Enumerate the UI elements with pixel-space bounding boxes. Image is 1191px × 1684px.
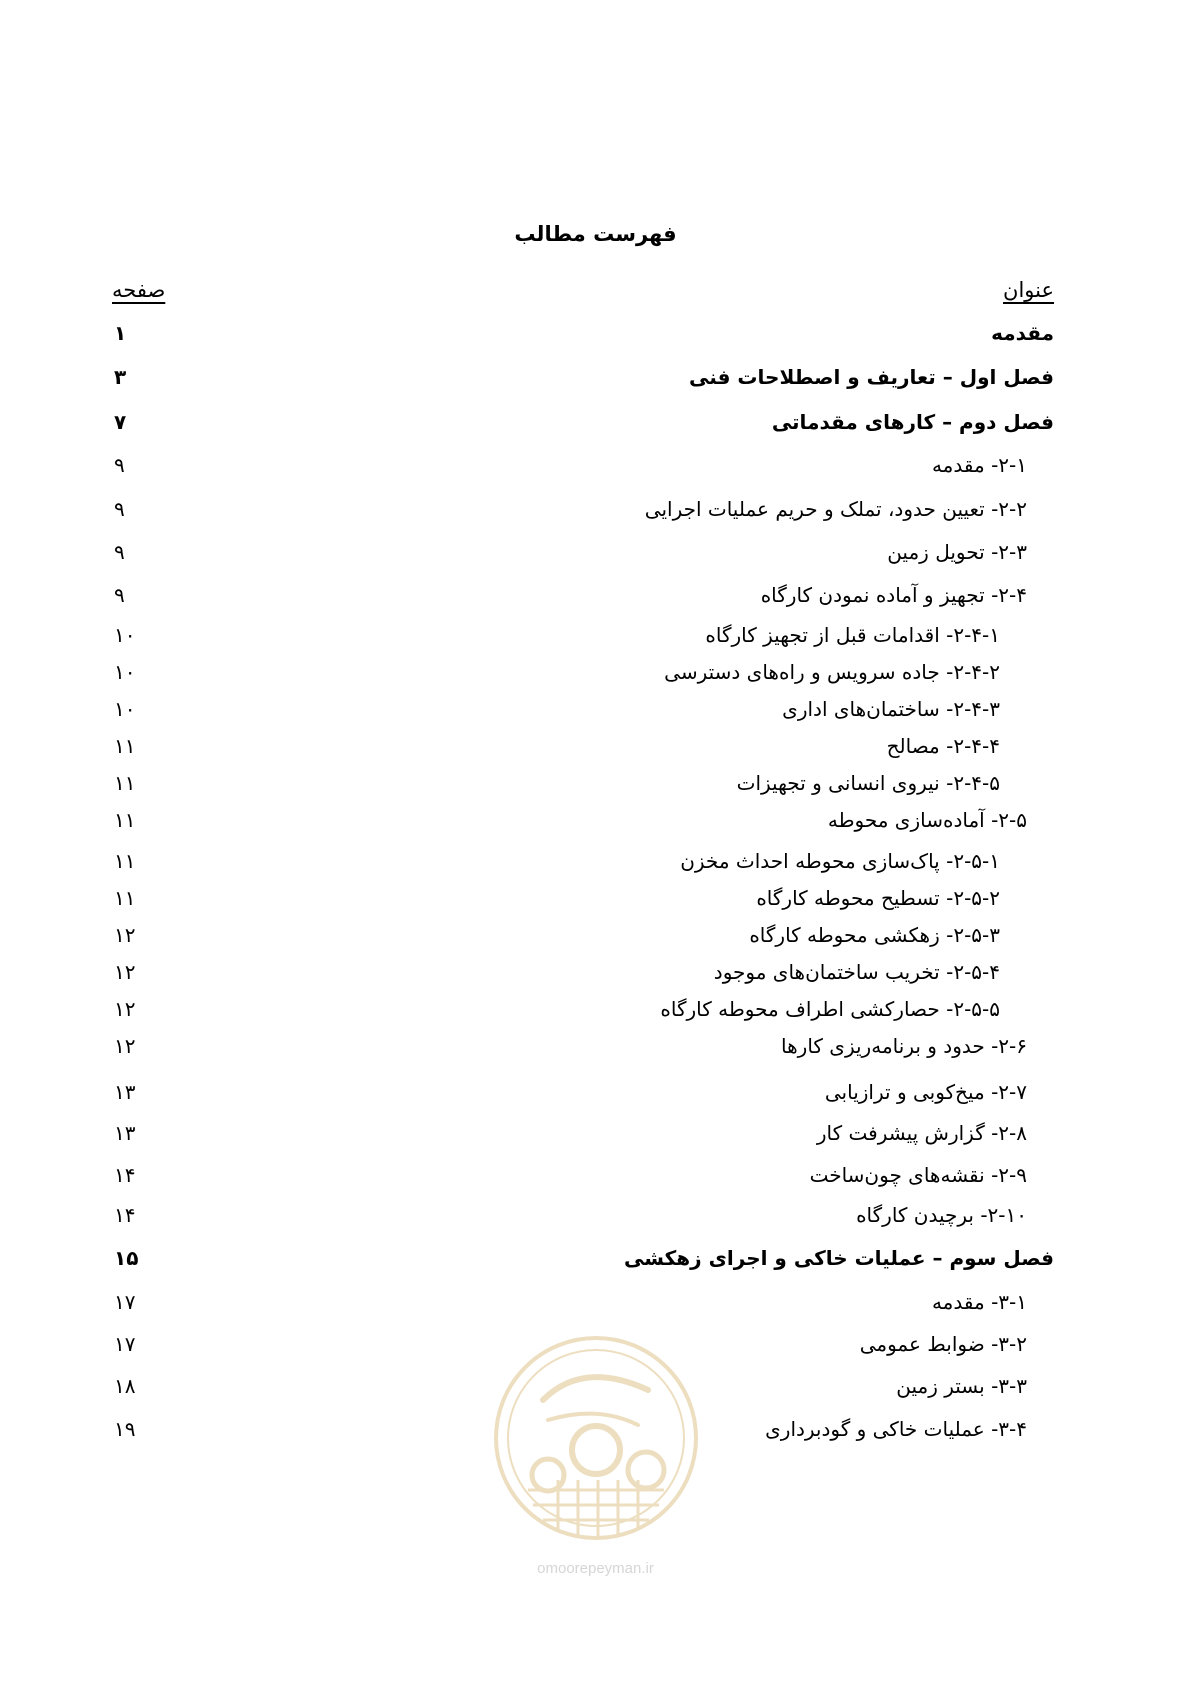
toc-entry xyxy=(112,537,1054,567)
toc-entry xyxy=(112,731,1054,761)
toc-entry-page-number: ۱۳ xyxy=(114,1121,136,1145)
toc-entry-page-number: ۹ xyxy=(114,453,125,477)
column-header-page: صفحه xyxy=(112,278,166,302)
toc-entry-page-number: ۱۳ xyxy=(114,1080,136,1104)
toc-entry-page-number: ۱۱ xyxy=(114,886,136,910)
toc-entry-title: ۲-۶- حدود و برنامه‌ریزی کارها xyxy=(781,1034,1027,1058)
toc-entry-page-number: ۱۰ xyxy=(114,660,136,684)
toc-entry xyxy=(112,657,1054,687)
toc-entry-page-number: ۱۲ xyxy=(114,960,136,984)
toc-entry-page-number: ۱۷ xyxy=(114,1290,136,1314)
toc-entry xyxy=(112,1160,1054,1190)
toc-entry xyxy=(112,1077,1054,1107)
watermark-logo xyxy=(488,1330,704,1546)
toc-entry-page-number: ۱۱ xyxy=(114,734,136,758)
toc-entry-page-number: ۱۱ xyxy=(114,771,136,795)
toc-entry-title: ۲-۵-۱- پاک‌سازی محوطه احداث مخزن xyxy=(680,849,1000,873)
toc-entry xyxy=(112,407,1054,437)
toc-entry-title: فصل دوم – کارهای مقدماتی xyxy=(771,410,1054,434)
toc-entry-title: ۲-۴-۳- ساختمان‌های اداری xyxy=(782,697,1000,721)
toc-entry-title: ۲-۴-۲- جاده سرویس و راه‌های دسترسی xyxy=(664,660,1000,684)
toc-entry-title: ۲-۴-۴- مصالح xyxy=(886,734,1000,758)
toc-entry-page-number: ۱۹ xyxy=(114,1417,136,1441)
toc-entry-page-number: ۹ xyxy=(114,540,125,564)
toc-entry-page-number: ۱۲ xyxy=(114,997,136,1021)
toc-entry-page-number: ۱۰ xyxy=(114,623,136,647)
toc-entry-title: مقدمه xyxy=(991,321,1054,345)
toc-entry xyxy=(112,1243,1054,1273)
toc-entry xyxy=(112,580,1054,610)
toc-entry-title: فصل سوم – عملیات خاکی و اجرای زهکشی xyxy=(624,1246,1054,1270)
toc-entry-title: ۲-۵- آماده‌سازی محوطه xyxy=(827,808,1027,832)
toc-entry-title: ۲-۴-۱- اقدامات قبل از تجهیز کارگاه xyxy=(705,623,1000,647)
toc-entry-page-number: ۱۴ xyxy=(114,1203,136,1227)
toc-entry xyxy=(112,1287,1054,1317)
toc-entry xyxy=(112,805,1054,835)
toc-entry-page-number: ۳ xyxy=(114,365,127,389)
toc-entry xyxy=(112,1200,1054,1230)
toc-entry-title: ۲-۱۰- برچیدن کارگاه xyxy=(856,1203,1027,1227)
toc-entry-title: ۲-۳- تحویل زمین xyxy=(887,540,1027,564)
toc-entry-title: ۳-۴- عملیات خاکی و گودبرداری xyxy=(765,1417,1027,1441)
toc-entry-page-number: ۱۴ xyxy=(114,1163,136,1187)
toc-entry-title: ۲-۵-۳- زهکشی محوطه کارگاه xyxy=(749,923,1000,947)
toc-entry-title: ۲-۴- تجهیز و آماده نمودن کارگاه xyxy=(760,583,1027,607)
toc-entry-title: فصل اول – تعاریف و اصطلاحات فنی xyxy=(688,365,1054,389)
toc-entry-title: ۲-۷- میخ‌کوبی و ترازیابی xyxy=(824,1080,1027,1104)
toc-entry-title: ۲-۸- گزارش پیشرفت کار xyxy=(816,1121,1027,1145)
toc-entry-title: ۲-۲- تعیین حدود، تملک و حریم عملیات اجرایی xyxy=(644,497,1027,521)
toc-entry-page-number: ۹ xyxy=(114,583,125,607)
toc-entry-title: ۳-۱- مقدمه xyxy=(931,1290,1027,1314)
toc-entry-page-number: ۱۰ xyxy=(114,697,136,721)
toc-entry-page-number: ۱۱ xyxy=(114,849,136,873)
toc-entry xyxy=(112,883,1054,913)
toc-entry-title: ۲-۹- نقشه‌های چون‌ساخت xyxy=(809,1163,1027,1187)
toc-entry xyxy=(112,957,1054,987)
toc-entry-title: ۳-۲- ضوابط عمومی xyxy=(859,1332,1027,1356)
toc-entry xyxy=(112,450,1054,480)
toc-entry xyxy=(112,846,1054,876)
toc-entry-page-number: ۹ xyxy=(114,497,125,521)
toc-entry xyxy=(112,494,1054,524)
toc-entry xyxy=(112,362,1054,392)
toc-entry xyxy=(112,620,1054,650)
toc-entry xyxy=(112,694,1054,724)
toc-entry-page-number: ۱۱ xyxy=(114,808,136,832)
toc-entry xyxy=(112,920,1054,950)
toc-entry-title: ۳-۳- بستر زمین xyxy=(896,1374,1027,1398)
toc-entry xyxy=(112,318,1054,348)
toc-entry-page-number: ۱ xyxy=(114,321,127,345)
toc-entry xyxy=(112,768,1054,798)
toc-entry-page-number: ۱۷ xyxy=(114,1332,136,1356)
toc-entry-title: ۲-۵-۵- حصارکشی اطراف محوطه کارگاه xyxy=(660,997,1000,1021)
column-header-title: عنوان xyxy=(1003,278,1054,302)
toc-entry-page-number: ۷ xyxy=(114,410,127,434)
toc-entry-page-number: ۱۲ xyxy=(114,923,136,947)
toc-entry-title: ۲-۵-۴- تخریب ساختمان‌های موجود xyxy=(713,960,1000,984)
toc-entry-title: ۲-۵-۲- تسطیح محوطه کارگاه xyxy=(756,886,1000,910)
toc-entry xyxy=(112,994,1054,1024)
watermark-url: omoorepeyman.ir xyxy=(537,1560,654,1577)
toc-entry-title: ۲-۱- مقدمه xyxy=(931,453,1027,477)
toc-entry xyxy=(112,1031,1054,1061)
toc-entry-title: ۲-۴-۵- نیروی انسانی و تجهیزات xyxy=(736,771,1000,795)
toc-entry-page-number: ۱۸ xyxy=(114,1374,136,1398)
page-title: فهرست مطالب xyxy=(514,222,677,246)
toc-entry-page-number: ۱۲ xyxy=(114,1034,136,1058)
toc-entry xyxy=(112,1118,1054,1148)
toc-entry-page-number: ۱۵ xyxy=(114,1246,139,1270)
